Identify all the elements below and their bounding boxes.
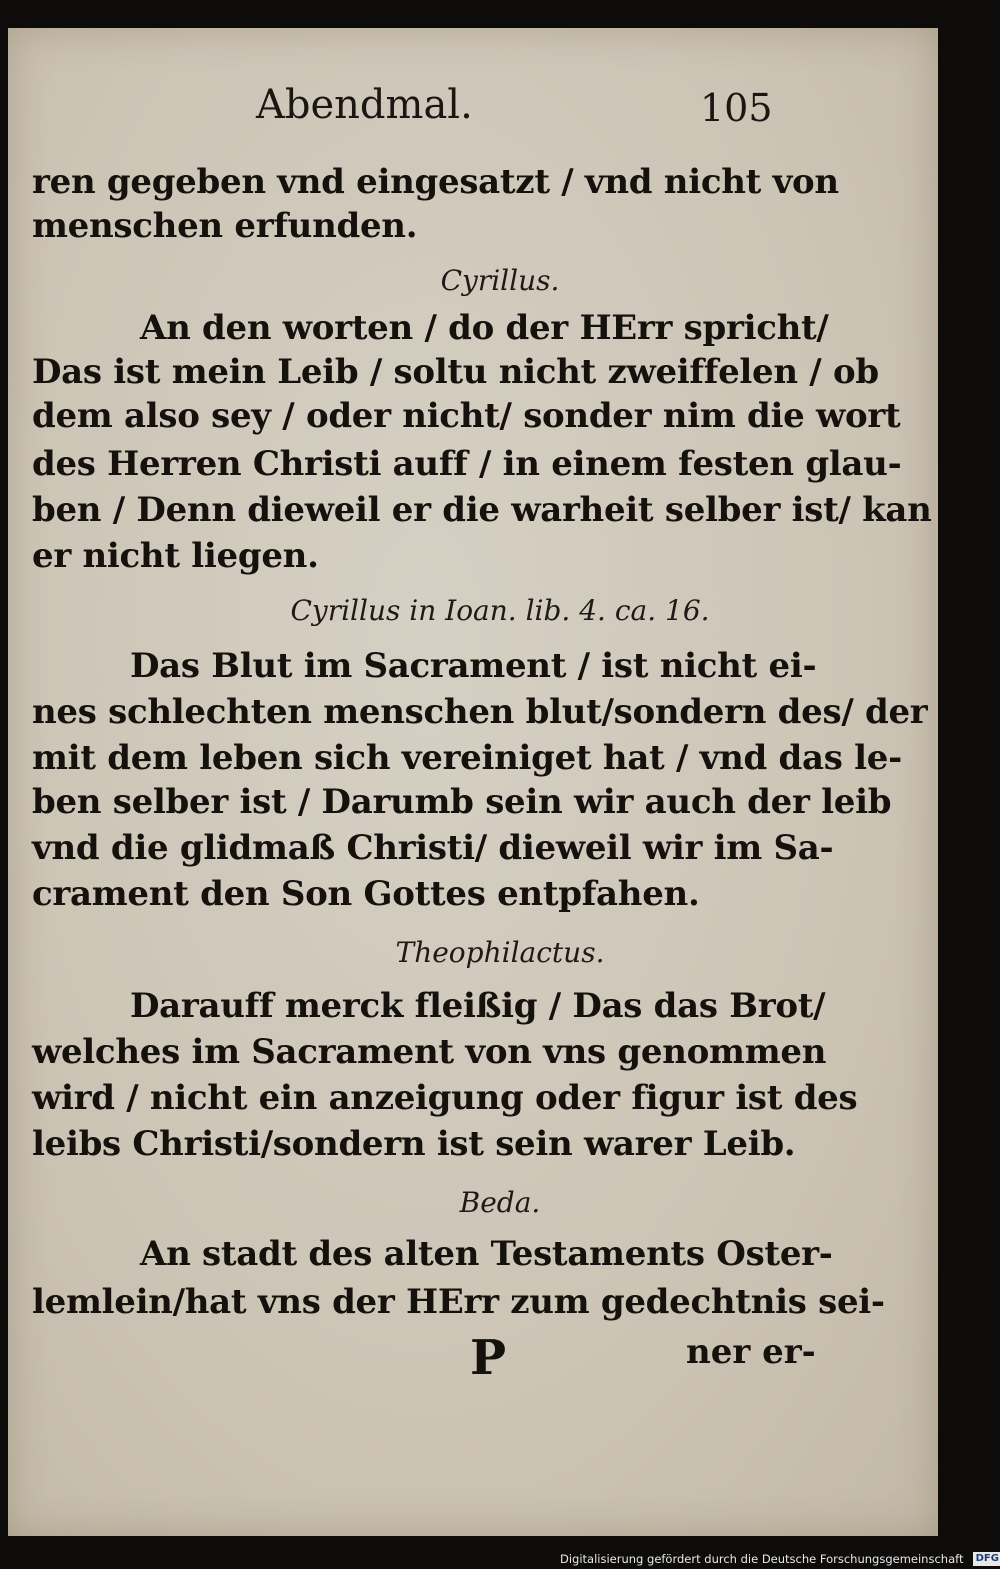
section-heading: Beda. xyxy=(459,1186,541,1219)
text-line: wird / nicht ein anzeigung oder figur ist des xyxy=(32,1078,858,1118)
section-heading: Cyrillus in Ioan. lib. 4. ca. 16. xyxy=(290,594,710,627)
text-line: crament den Son Gottes entpfahen. xyxy=(32,874,700,914)
section-heading: Cyrillus. xyxy=(440,264,560,297)
text-line: mit dem leben sich vereiniget hat / vnd das le- xyxy=(32,738,902,778)
text-line: leibs Christi/sondern ist sein warer Leib. xyxy=(32,1124,796,1164)
catchword: ner er- xyxy=(686,1332,816,1372)
text-line: menschen erfunden. xyxy=(32,206,418,246)
text-line: ren gegeben vnd eingesatzt / vnd nicht von xyxy=(32,162,839,202)
text-line: ben / Denn dieweil er die warheit selber ist/ kan xyxy=(32,490,932,530)
dfg-logo: DFG xyxy=(973,1552,1000,1566)
text-line: An den worten / do der HErr spricht/ xyxy=(140,308,829,348)
text-line: dem also sey / oder nicht/ sonder nim die wort xyxy=(32,396,901,436)
page-number: 105 xyxy=(700,86,773,130)
running-title: Abendmal. xyxy=(256,82,473,128)
digitization-footer xyxy=(560,1548,999,1568)
text-line: nes schlechten menschen blut/sondern des/ der xyxy=(32,692,928,732)
text-line: An stadt des alten Testaments Oster- xyxy=(140,1234,833,1274)
text-line: vnd die glidmaß Christi/ dieweil wir im Sa- xyxy=(32,828,834,868)
text-line: des Herren Christi auff / in einem festen glau- xyxy=(32,444,902,484)
page-header xyxy=(0,0,1000,150)
footer-text: Digitalisierung gefördert durch die Deutsche Forschungsgemeinschaft xyxy=(560,1552,964,1566)
signature-mark: P xyxy=(470,1330,507,1386)
section-heading: Theophilactus. xyxy=(395,936,605,969)
text-line: welches im Sacrament von vns genommen xyxy=(32,1032,827,1072)
text-line: Das ist mein Leib / soltu nicht zweiffelen / ob xyxy=(32,352,879,392)
text-line: Darauff merck fleißig / Das das Brot/ xyxy=(130,986,826,1026)
text-line: lemlein/hat vns der HErr zum gedechtnis sei- xyxy=(32,1282,885,1322)
text-line: ben selber ist / Darumb sein wir auch der leib xyxy=(32,782,892,822)
text-line: Das Blut im Sacrament / ist nicht ei- xyxy=(130,646,817,686)
text-line: er nicht liegen. xyxy=(32,536,319,576)
